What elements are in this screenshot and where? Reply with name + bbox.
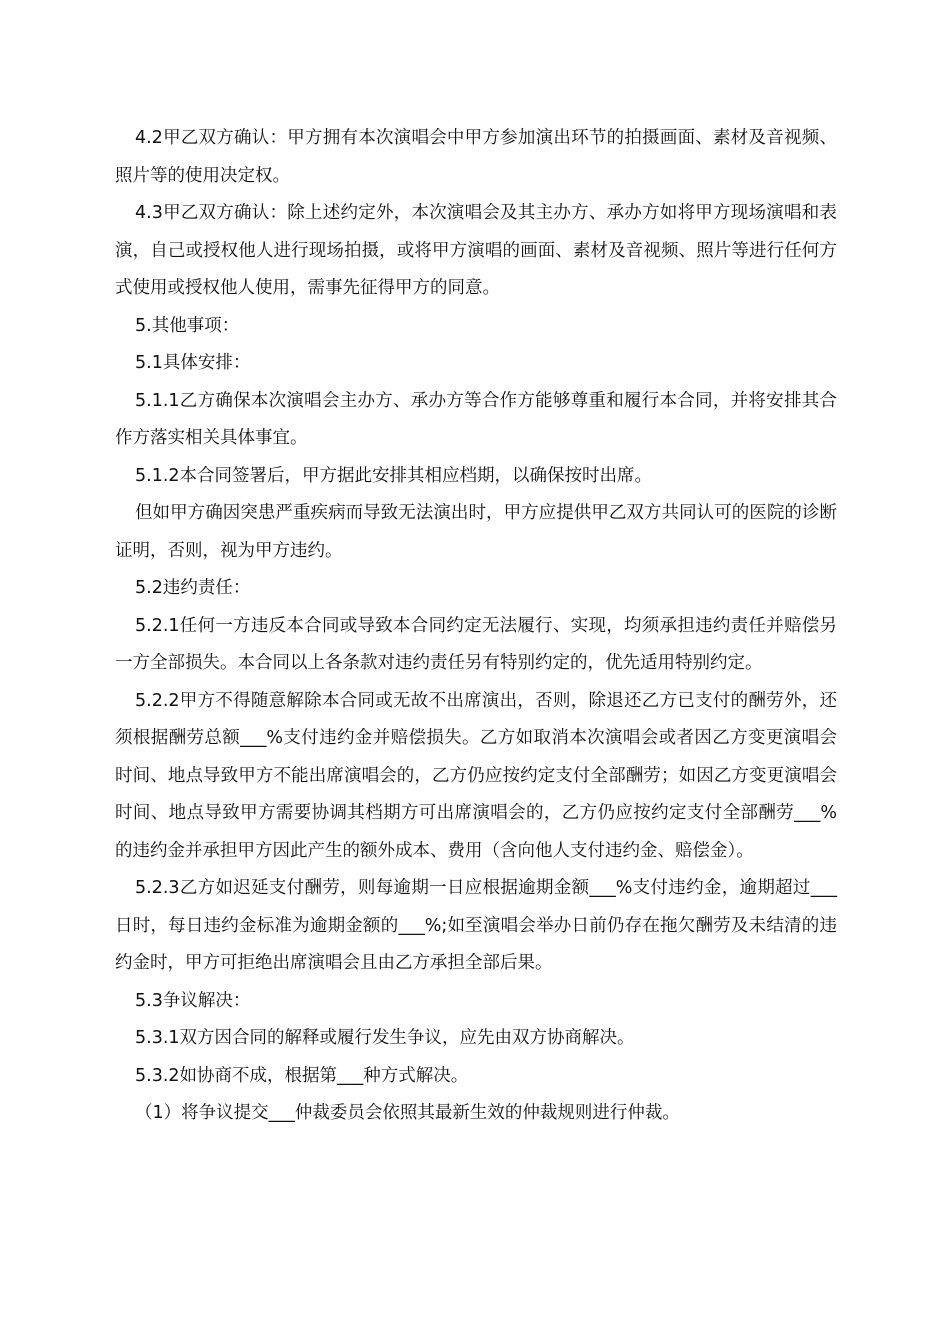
document-body [115, 120, 837, 1133]
clause-4-3: 4.3甲乙双方确认：除上述约定外，本次演唱会及其主办方、承办方如将甲方现场演唱和表演，自己或授权他人进行现场拍摄，或将甲方演唱的画面、素材及音视频、照片等进行任何方式使用或授权他人使用，需事先征得甲方的同意。 [115, 203, 837, 298]
clause-4-2: 4.2甲乙双方确认：甲方拥有本次演唱会中甲方参加演出环节的拍摄画面、素材及音视频、照片等的使用决定权。 [115, 128, 837, 186]
clause-5-1-2-exception: 但如甲方确因突患严重疾病而导致无法演出时，甲方应提供甲乙双方共同认可的医院的诊断证明，否则，视为甲方违约。 [115, 503, 837, 561]
section-5-3-heading: 5.3争议解决： [135, 990, 251, 1011]
section-5-heading: 5.其他事项： [135, 315, 240, 336]
clause-5-2-2: 5.2.2甲方不得随意解除本合同或无故不出席演出，否则，除退还乙方已支付的酬劳外，还须根据酬劳总额___%支付违约金并赔偿损失。乙方如取消本次演唱会或者因乙方变更演唱会时间、地点导致甲方不能出席演唱会的，乙方仍应按约定支付全部酬劳；如因乙方变更演唱会时间、地点导致甲方需要协调其档期方可出席演唱会的，乙方仍应按约定支付全部酬劳___%的违约金并承担甲方因此产生的额外成本、费用（含向他人支付违约金、赔偿金）。 [115, 690, 837, 861]
clause-5-2-3: 5.2.3乙方如迟延支付酬劳，则每逾期一日应根据逾期金额___%支付违约金，逾期超过___日时，每日违约金标准为逾期金额的___%;如至演唱会举办日前仍存在拖欠酬劳及未结清的违约金时，甲方可拒绝出席演唱会且由乙方承担全部后果。 [115, 878, 837, 973]
clause-5-3-1: 5.3.1双方因合同的解释或履行发生争议，应先由双方协商解决。 [135, 1028, 635, 1048]
clause-5-2-1: 5.2.1任何一方违反本合同或导致本合同约定无法履行、实现，均须承担违约责任并赔偿另一方全部损失。本合同以上各条款对违约责任另有特别约定的，优先适用特别约定。 [115, 615, 837, 673]
section-5-1-heading: 5.1具体安排： [135, 353, 251, 373]
dispute-option-1: （1）将争议提交___仲裁委员会依照其最新生效的仲裁规则进行仲裁。 [135, 1103, 680, 1123]
clause-5-1-2: 5.1.2本合同签署后，甲方据此安排其相应档期，以确保按时出席。 [135, 465, 653, 486]
clause-5-3-2: 5.3.2如协商不成，根据第___种方式解决。 [135, 1065, 469, 1086]
clause-5-1-1: 5.1.1乙方确保本次演唱会主办方、承办方等合作方能够尊重和履行本合同，并将安排其合作方落实相关具体事宜。 [115, 390, 837, 448]
section-5-2-heading: 5.2违约责任： [135, 578, 251, 598]
